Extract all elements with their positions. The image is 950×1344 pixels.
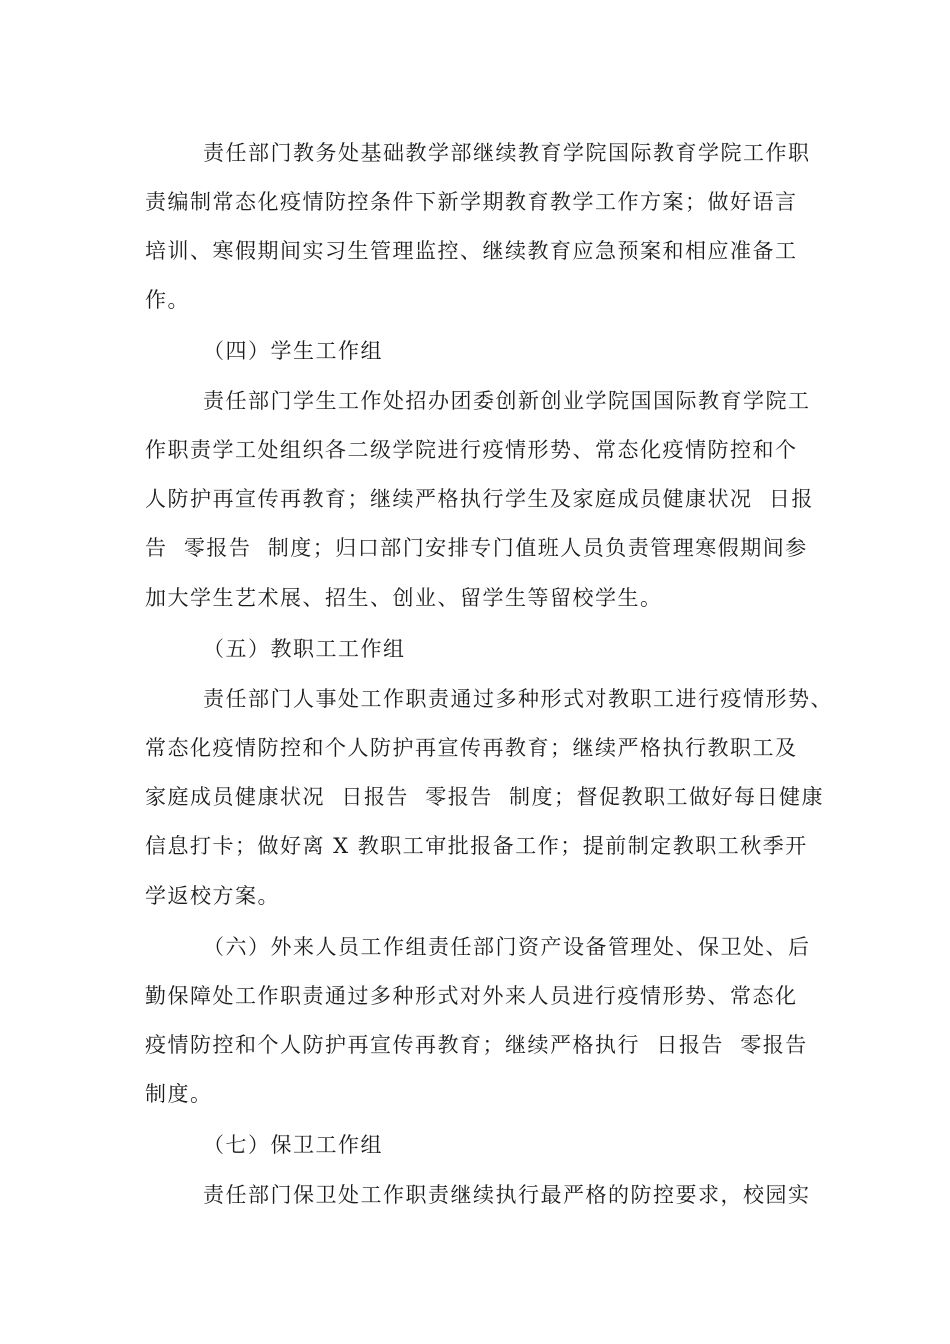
paragraph-line: 制度。 xyxy=(145,1082,213,1106)
paragraph-line: 家庭成员健康状况 日报告 零报告 制度；督促教职工做好每日健康 xyxy=(145,785,825,809)
paragraph-line: 信息打卡；做好离 X 教职工审批报备工作；提前制定教职工秋季开 xyxy=(145,834,808,858)
paragraph-line: 作。 xyxy=(145,288,190,312)
paragraph-line: 勤保障处工作职责通过多种形式对外来人员进行疫情形势、常态化 xyxy=(145,984,798,1008)
paragraph-line: 责任部门学生工作处招办团委创新创业学院国国际教育学院工 xyxy=(203,389,811,413)
paragraph-line: 加大学生艺术展、招生、创业、留学生等留校学生。 xyxy=(145,586,663,610)
section-heading: （六）外来人员工作组责任部门资产设备管理处、保卫处、后 xyxy=(203,935,811,959)
section-heading: （五）教职工工作组 xyxy=(203,637,406,661)
section-heading: （七）保卫工作组 xyxy=(203,1133,383,1157)
paragraph-line: 责任部门人事处工作职责通过多种形式对教职工进行疫情形势、 xyxy=(203,687,833,711)
paragraph-line: 培训、寒假期间实习生管理监控、继续教育应急预案和相应准备工 xyxy=(145,239,798,263)
paragraph-line: 责任部门保卫处工作职责继续执行最严格的防控要求，校园实 xyxy=(203,1183,811,1207)
paragraph-line: 作职责学工处组织各二级学院进行疫情形势、常态化疫情防控和个 xyxy=(145,438,798,462)
paragraph-line: 责编制常态化疫情防控条件下新学期教育教学工作方案；做好语言 xyxy=(145,190,798,214)
paragraph-line: 告 零报告 制度；归口部门安排专门值班人员负责管理寒假期间参 xyxy=(145,536,808,560)
paragraph-line: 学返校方案。 xyxy=(145,884,280,908)
section-heading: （四）学生工作组 xyxy=(203,339,383,363)
paragraph-line: 常态化疫情防控和个人防护再宣传再教育；继续严格执行教职工及 xyxy=(145,736,798,760)
paragraph-line: 人防护再宣传再教育；继续严格执行学生及家庭成员健康状况 日报 xyxy=(145,487,814,511)
paragraph-line: 疫情防控和个人防护再宣传再教育；继续严格执行 日报告 零报告 xyxy=(145,1033,808,1057)
paragraph-line: 责任部门教务处基础教学部继续教育学院国际教育学院工作职 xyxy=(203,141,811,165)
